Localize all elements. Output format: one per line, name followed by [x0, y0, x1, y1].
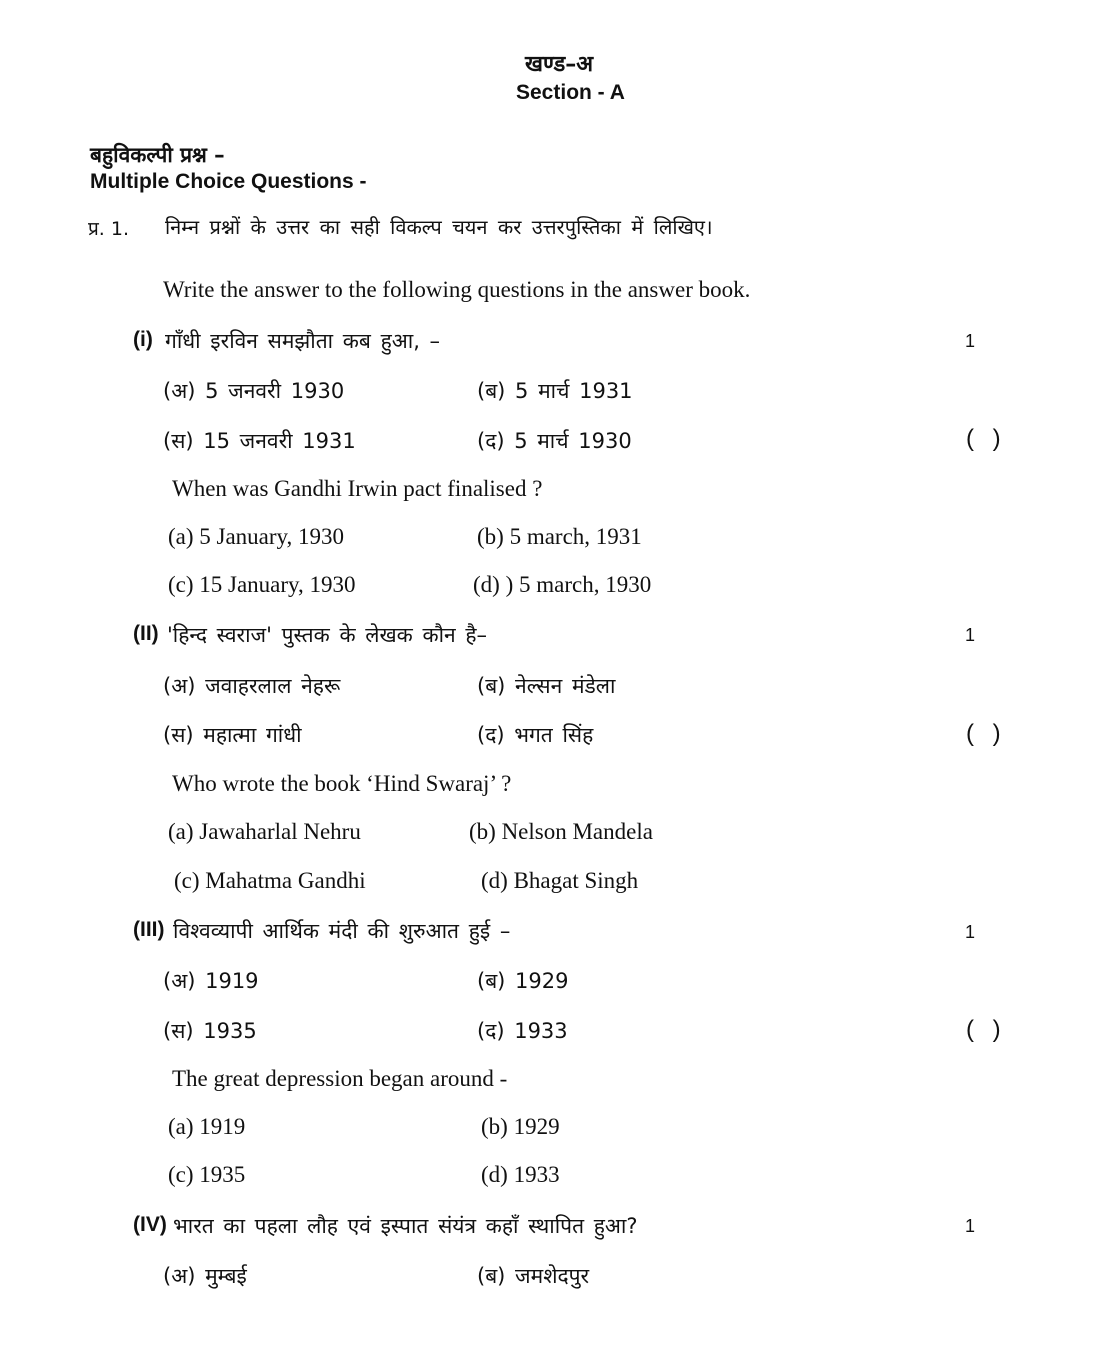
mcq-heading-english: Multiple Choice Questions -: [90, 170, 367, 193]
q4-option-b-hindi: (ब) जमशेदपुर: [477, 1264, 590, 1288]
section-title-english: Section - A: [516, 81, 625, 104]
q3-option-d-english: (d) 1933: [481, 1162, 560, 1187]
q3-mark: 1: [965, 922, 976, 942]
q1-text-english: When was Gandhi Irwin pact finalised ?: [172, 476, 543, 501]
q2-text-hindi: 'हिन्द स्वराज' पुस्तक के लेखक कौन है–: [167, 623, 488, 647]
q1-option-b-english: (b) 5 march, 1931: [477, 524, 642, 549]
q1-option-d-hindi: (द) 5 मार्च 1930: [477, 429, 632, 453]
q2-option-b-hindi: (ब) नेल्सन मंडेला: [477, 674, 616, 698]
q1-option-b-hindi: (ब) 5 मार्च 1931: [477, 379, 633, 403]
q4-text-hindi: भारत का पहला लौह एवं इस्पात संयंत्र कहाँ स्थापित हुआ?: [173, 1214, 638, 1238]
q2-answer-box: ( ): [966, 720, 1007, 747]
q2-option-c-hindi: (स) महात्मा गांधी: [163, 723, 302, 747]
q4-number: (IV): [133, 1213, 167, 1236]
q4-mark: 1: [965, 1216, 976, 1236]
q2-option-c-english: (c) Mahatma Gandhi: [174, 868, 366, 893]
q1-option-a-english: (a) 5 January, 1930: [168, 524, 345, 549]
instruction-hindi: निम्न प्रश्नों के उत्तर का सही विकल्प चयन कर उत्तरपुस्तिका में लिखिए।: [165, 215, 713, 239]
q1-mark: 1: [965, 331, 976, 351]
q3-text-english: The great depression began around -: [172, 1066, 508, 1091]
question-number: प्र. 1.: [88, 218, 130, 240]
q3-option-c-english: (c) 1935: [168, 1162, 246, 1187]
q3-text-hindi: विश्वव्यापी आर्थिक मंदी की शुरुआत हुई –: [173, 919, 511, 943]
q3-number: (III): [133, 918, 165, 941]
instruction-english: Write the answer to the following questions in the answer book.: [163, 277, 751, 302]
q3-option-d-hindi: (द) 1933: [477, 1019, 568, 1043]
q3-answer-box: ( ): [966, 1016, 1007, 1043]
section-title-hindi: खण्ड–अ: [525, 52, 594, 77]
q2-option-d-hindi: (द) भगत सिंह: [477, 723, 594, 747]
q1-option-a-hindi: (अ) 5 जनवरी 1930: [163, 379, 345, 403]
q3-option-b-hindi: (ब) 1929: [477, 969, 569, 993]
q3-option-c-hindi: (स) 1935: [163, 1019, 257, 1043]
q1-number: (i): [133, 328, 153, 351]
q2-option-d-english: (d) Bhagat Singh: [481, 868, 639, 893]
q1-answer-box: ( ): [966, 425, 1007, 452]
q2-option-a-english: (a) Jawaharlal Nehru: [168, 819, 361, 844]
q1-option-d-english: (d) ) 5 march, 1930: [473, 572, 652, 597]
q2-number: (II): [133, 622, 159, 645]
q2-option-b-english: (b) Nelson Mandela: [469, 819, 653, 844]
q2-text-english: Who wrote the book ‘Hind Swaraj’ ?: [172, 771, 512, 796]
q2-mark: 1: [965, 625, 976, 645]
mcq-heading-hindi: बहुविकल्पी प्रश्न –: [90, 143, 225, 167]
q2-option-a-hindi: (अ) जवाहरलाल नेहरू: [163, 674, 341, 698]
q3-option-a-english: (a) 1919: [168, 1114, 246, 1139]
q1-text-hindi: गाँधी इरविन समझौता कब हुआ, –: [165, 329, 441, 353]
q4-option-a-hindi: (अ) मुम्बई: [163, 1264, 247, 1288]
q3-option-b-english: (b) 1929: [481, 1114, 560, 1139]
q1-option-c-english: (c) 15 January, 1930: [168, 572, 356, 597]
q3-option-a-hindi: (अ) 1919: [163, 969, 259, 993]
q1-option-c-hindi: (स) 15 जनवरी 1931: [163, 429, 356, 453]
